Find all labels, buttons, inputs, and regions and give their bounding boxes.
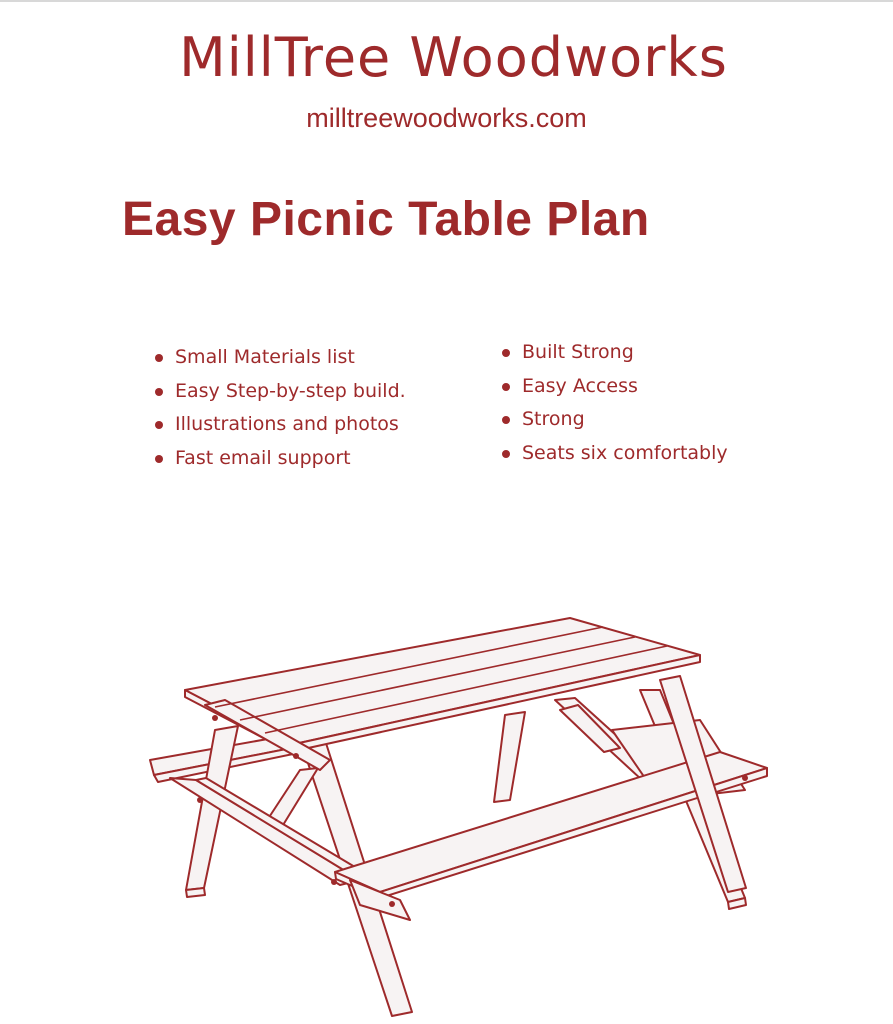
feature-text: Small Materials list (175, 346, 355, 368)
feature-item (154, 444, 406, 478)
feature-text: Illustrations and photos (175, 413, 399, 436)
feature-item (154, 410, 406, 444)
feature-text: Built Strong (522, 341, 634, 363)
bullet-icon (502, 383, 510, 391)
brand-name: MillTree Woodworks (179, 26, 728, 89)
feature-item (501, 439, 728, 473)
bullet-icon (155, 354, 163, 362)
feature-text: Strong (522, 408, 585, 431)
bullet-icon (155, 388, 163, 396)
feature-item (154, 343, 406, 377)
bullet-icon (155, 421, 163, 429)
top-border (0, 0, 893, 2)
feature-list-right (501, 338, 728, 472)
page-title: Easy Picnic Table Plan (122, 193, 650, 246)
website-url[interactable]: milltreewoodworks.com (306, 103, 587, 133)
feature-item (154, 377, 406, 411)
feature-text: Fast email support (175, 446, 351, 469)
bullet-icon (502, 450, 510, 458)
feature-item (501, 405, 728, 439)
feature-item (501, 372, 728, 406)
feature-text: Seats six comfortably (522, 441, 728, 464)
feature-text: Easy Step-by-step build. (175, 379, 406, 402)
feature-list-left (154, 343, 406, 477)
bullet-icon (155, 455, 163, 463)
feature-text: Easy Access (522, 374, 638, 397)
bullet-icon (502, 349, 510, 357)
feature-item (501, 338, 728, 372)
bullet-icon (502, 416, 510, 424)
picnic-table-illustration (0, 580, 893, 1024)
